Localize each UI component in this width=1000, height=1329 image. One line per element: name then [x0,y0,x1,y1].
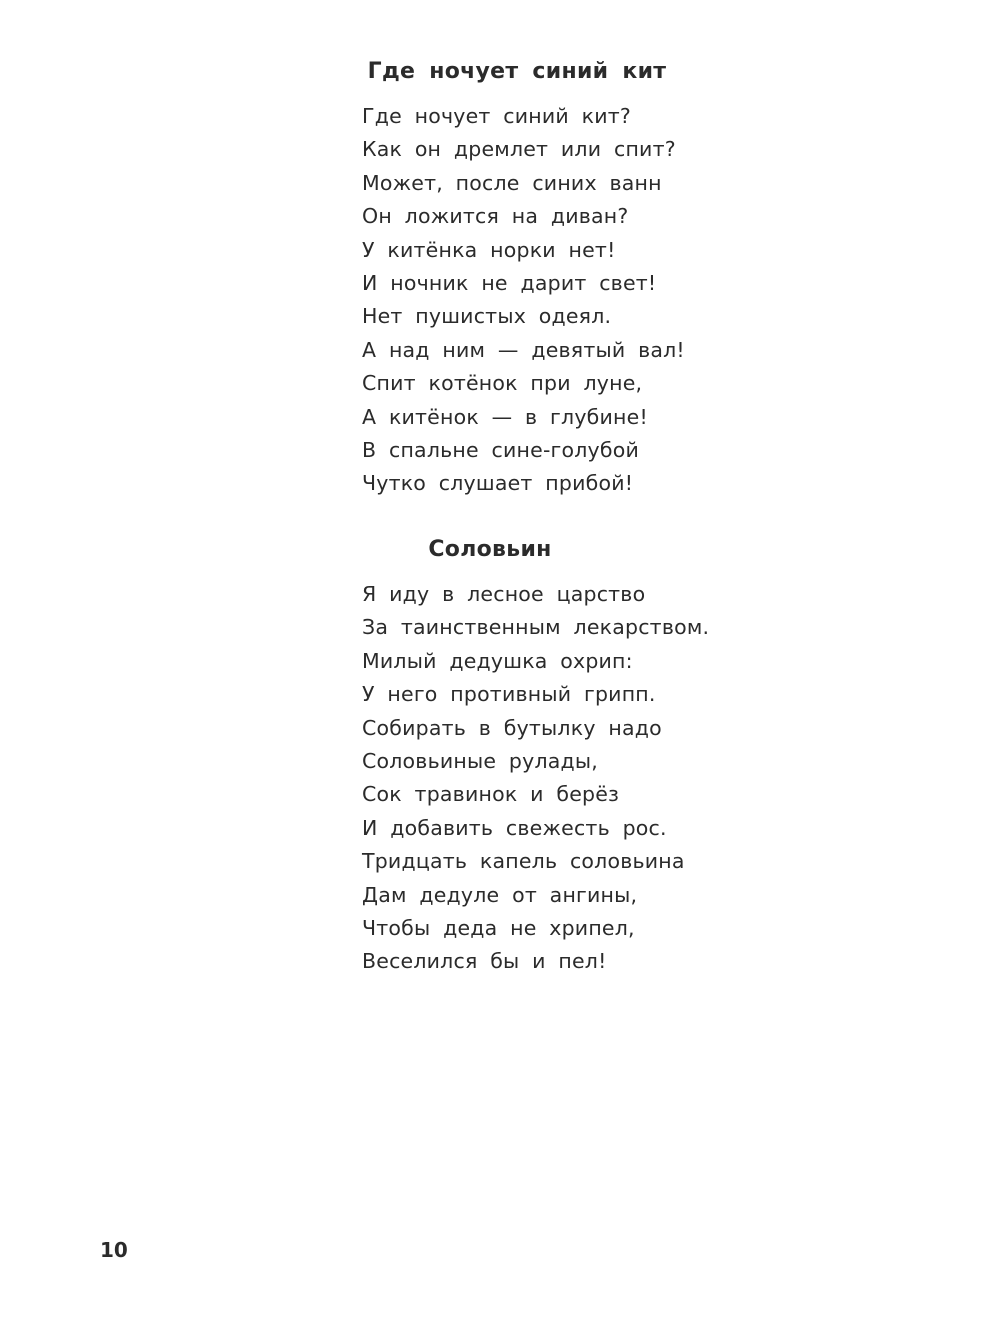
poem-line: Милый дедушка охрип: [362,648,633,673]
poem-line: Сок травинок и берёз [362,782,620,807]
poem-line: У китёнка норки нет! [362,237,616,262]
poem-line: Собирать в бутылку надо [362,715,662,740]
poem-line: А китёнок — в глубине! [362,404,648,429]
poem-line: А над ним — девятый вал! [362,337,685,362]
poem-line: Веселился бы и пел! [362,949,607,974]
poem-line: Может, после синих ванн [362,170,662,195]
poem-line: Чутко слушает прибой! [362,471,634,496]
poem-line: За таинственным лекарством. [362,615,710,640]
poem-line: Чтобы деда не хрипел, [362,915,635,940]
poem-line: Соловьиные рулады, [362,748,598,773]
poem-nightingale [362,532,762,979]
poem-line: Как он дремлет или спит? [362,137,676,162]
poem-line: Я иду в лесное царство [362,582,646,606]
poem-line: Нет пушистых одеял. [362,304,612,329]
poem-line: И добавить свежесть рос. [362,815,667,840]
poem-line: Спит котёнок при луне, [362,371,643,396]
poem-title: Соловьин [428,537,552,562]
poem-line: В спальне сине-голубой [362,437,639,462]
poem-line: Где ночует синий кит? [362,104,631,128]
poem-title: Где ночует синий кит [367,59,667,84]
poem-line: Тридцать капель соловьина [362,849,685,874]
poem-lines [362,578,762,979]
poem-line: Дам дедуле от ангины, [362,882,638,907]
poem-line: Он ложится на диван? [362,204,629,229]
poem-whale [362,54,762,501]
poem-line: У него противный грипп. [362,682,656,707]
poem-line: И ночник не дарит свет! [362,270,657,295]
poem-lines [362,100,762,501]
page-number: 10 [100,1238,128,1262]
